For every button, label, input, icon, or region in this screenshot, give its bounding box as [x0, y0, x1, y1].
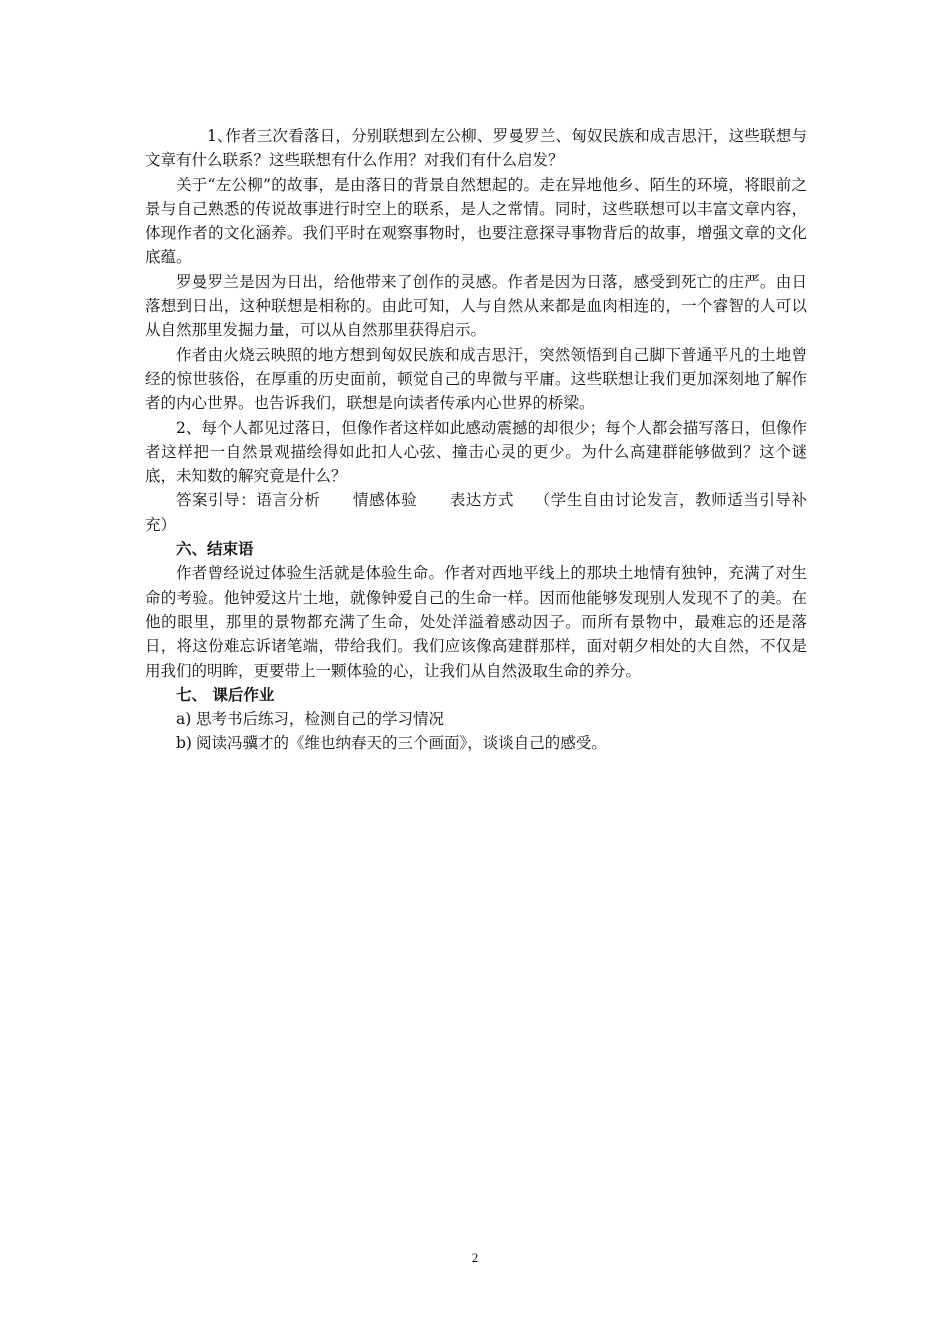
- homework-item-b: [145, 731, 807, 755]
- answer-paragraph-3: 作者由火烧云映照的地方想到匈奴民族和成吉思汗，突然领悟到自己脚下普通平凡的土地曾经的惊世骇俗，在厚重的历史面前，顿觉自己的卑微与平庸。这些联想让我们更加深刻地了解作者的内心世界。也告诉我们，联想是向读者传承内心世界的桥梁。: [145, 345, 807, 413]
- answer-guide: [145, 488, 807, 537]
- section-7-heading: 七、 课后作业: [176, 685, 275, 704]
- question-1-number: 1、: [207, 127, 233, 145]
- section-6-heading: 六、结束语: [176, 540, 254, 559]
- answer-paragraph-2: 罗曼罗兰是因为日出，给他带来了创作的灵感。作者是因为日落，感受到死亡的庄严。由日落想到日出，这种联想是相称的。由此可知，人与自然从来都是血肉相连的，一个睿智的人可以从自然那里发掘力量，可以从自然那里获得启示。: [145, 272, 807, 340]
- guide-label: 答案引导：语言分析: [176, 491, 321, 510]
- guide-item-3: 表达方式: [449, 491, 515, 510]
- question-1: [145, 124, 807, 173]
- guide-note: （学生自由讨论发言，教师适当引导补充）: [145, 491, 807, 534]
- answer-paragraph-1: 关于“左公柳”的故事，是由落日的背景自然想起的。走在异地他乡、陌生的环境，将眼前之景与自己熟悉的传说故事进行时空上的联系，是人之常情。同时，这些联想可以丰富文章内容，体现作者的文化涵养。我们平时在观察事物时，也要注意探寻事物背后的故事，增强文章的文化底蕴。: [145, 175, 807, 267]
- homework-text-a: 思考书后练习，检测自己的学习情况: [196, 710, 445, 729]
- document-body: [145, 124, 807, 756]
- guide-item-2: 情感体验: [352, 491, 418, 510]
- page-number: 2: [471, 1250, 479, 1265]
- homework-marker-b: b): [176, 734, 192, 753]
- homework-text-b: 阅读冯骥才的《维也纳春天的三个画面》，谈谈自己的感受。: [196, 734, 607, 753]
- section-6-text: 作者曾经说过体验生活就是体验生命。作者对西地平线上的那块土地情有独钟，充满了对生命的考验。他钟爱这片土地，就像钟爱自己的生命一样。因而他能够发现别人发现不了的美。在他的眼里，那里的景物都充满了生命，处处洋溢着感动因子。而所有景物中，最难忘的还是落日，将这份难忘诉诸笔端，带给我们。我们应该像高建群那样，面对朝夕相处的大自然，不仅是用我们的明眸，更要带上一颗体验的心，让我们从自然汲取生命的养分。: [145, 564, 807, 680]
- homework-item-a: [145, 707, 807, 731]
- homework-marker-a: a): [176, 710, 192, 729]
- question-2: 2、每个人都见过落日，但像作者这样如此感动震撼的却很少；每个人都会描写落日，但像作者这样把一自然景观描绘得如此扣人心弦、撞击心灵的更少。为什么高建群能够做到？这个谜底，未知数的解究竟是什么？: [145, 418, 807, 486]
- question-1-text: 作者三次看落日，分别联想到左公柳、罗曼罗兰、匈奴民族和成吉思汗，这些联想与文章有什么联系？这些联想有什么作用？对我们有什么启发？: [145, 127, 807, 170]
